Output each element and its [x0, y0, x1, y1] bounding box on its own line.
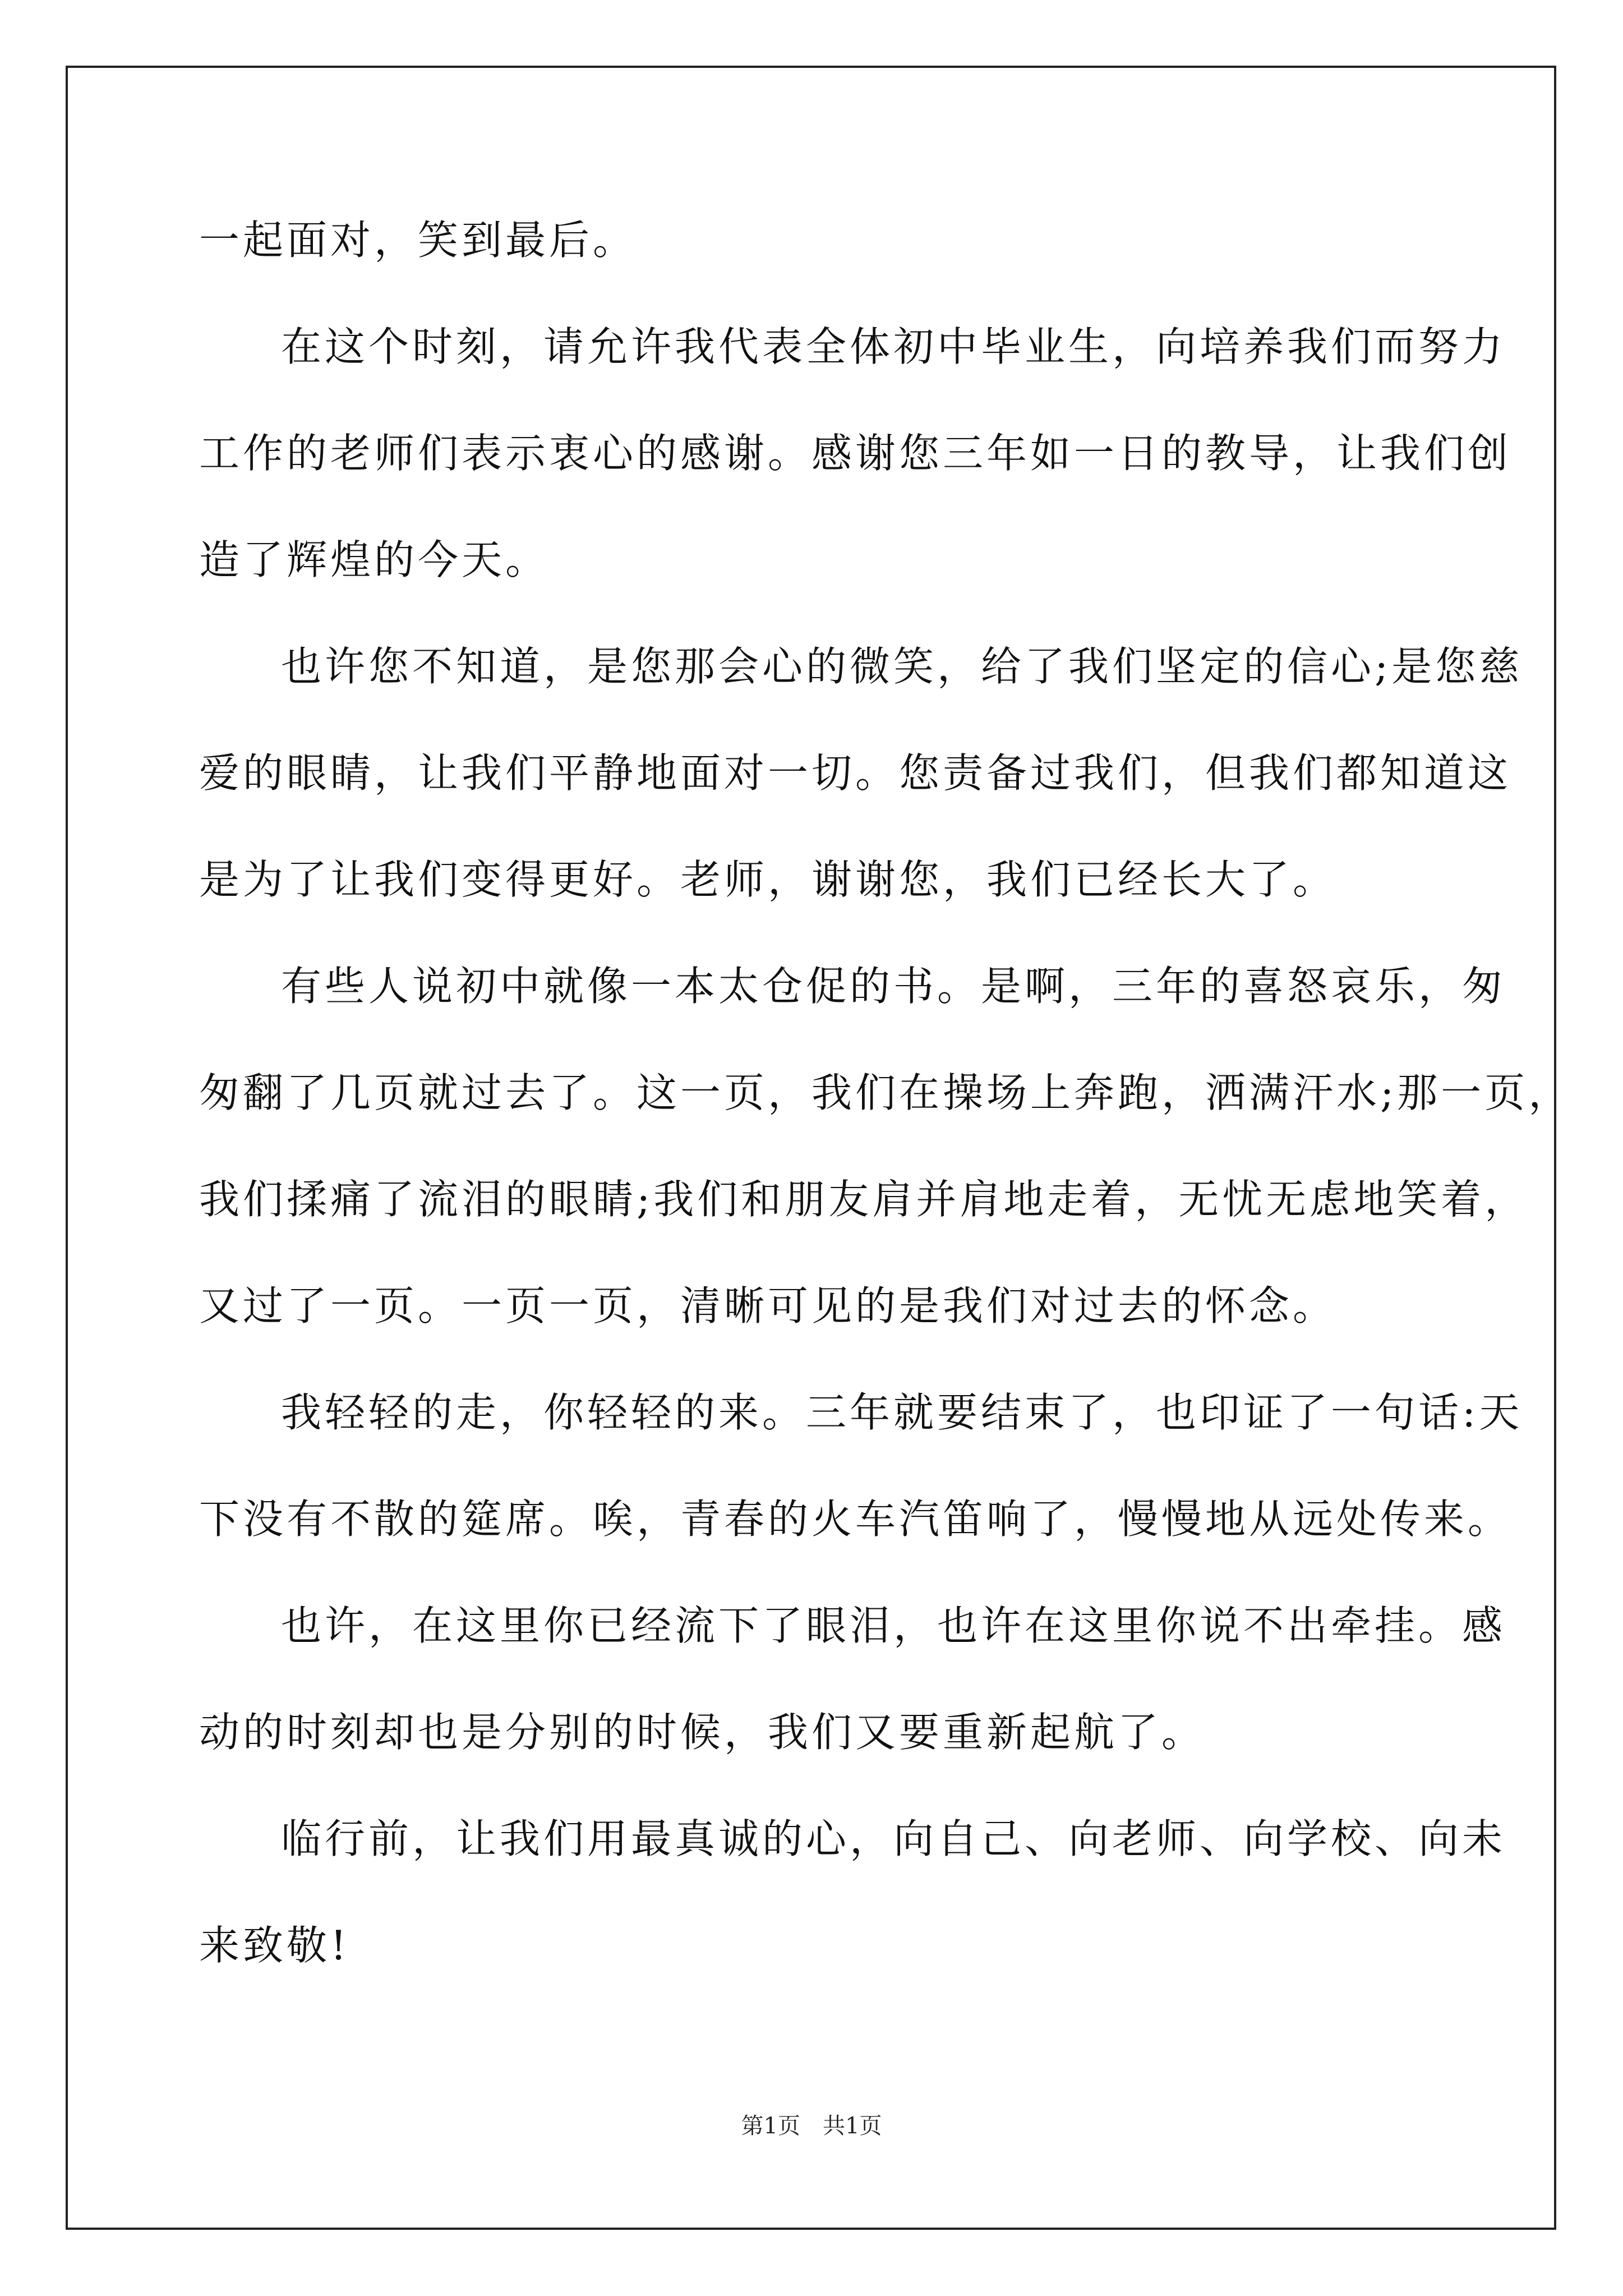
text-line: 又过了一页。一页一页，清晰可见的是我们对过去的怀念。 — [199, 1282, 1337, 1329]
text-line: 有些人说初中就像一本太仓促的书。是啊，三年的喜怒哀乐，匆 — [281, 963, 1506, 1010]
text-line: 在这个时刻，请允许我代表全体初中毕业生，向培养我们而努力 — [281, 323, 1506, 370]
page-footer: 第1页 共1页 — [741, 2113, 882, 2139]
text-line: 临行前，让我们用最真诚的心，向自己、向老师、向学校、向未 — [281, 1815, 1506, 1862]
text-line: 一起面对，笑到最后。 — [199, 217, 637, 264]
text-line: 我们揉痛了流泪的眼睛;我们和朋友肩并肩地走着，无忧无虑地笑着， — [199, 1176, 1529, 1223]
text-line: 下没有不散的筵席。唉，青春的火车汽笛响了，慢慢地从远处传来。 — [199, 1496, 1512, 1543]
text-line: 是为了让我们变得更好。老师，谢谢您，我们已经长大了。 — [199, 856, 1337, 903]
page-border — [66, 66, 1573, 2230]
text-line: 来致敬! — [199, 1922, 350, 1969]
text-line: 匆翻了几页就过去了。这一页，我们在操场上奔跑，洒满汗水;那一页， — [199, 1069, 1573, 1116]
text-line: 造了辉煌的今天。 — [199, 536, 550, 583]
text-line: 动的时刻却也是分别的时候，我们又要重新起航了。 — [199, 1709, 1206, 1756]
text-line: 也许，在这里你已经流下了眼泪，也许在这里你说不出牵挂。感 — [281, 1602, 1506, 1649]
text-line: 我轻轻的走，你轻轻的来。三年就要结束了，也印证了一句话:天 — [281, 1389, 1523, 1436]
text-line: 也许您不知道，是您那会心的微笑，给了我们坚定的信心;是您慈 — [281, 643, 1523, 690]
text-line: 爱的眼睛，让我们平静地面对一切。您责备过我们，但我们都知道这 — [199, 749, 1512, 797]
text-line: 工作的老师们表示衷心的感谢。感谢您三年如一日的教导，让我们创 — [199, 430, 1512, 477]
